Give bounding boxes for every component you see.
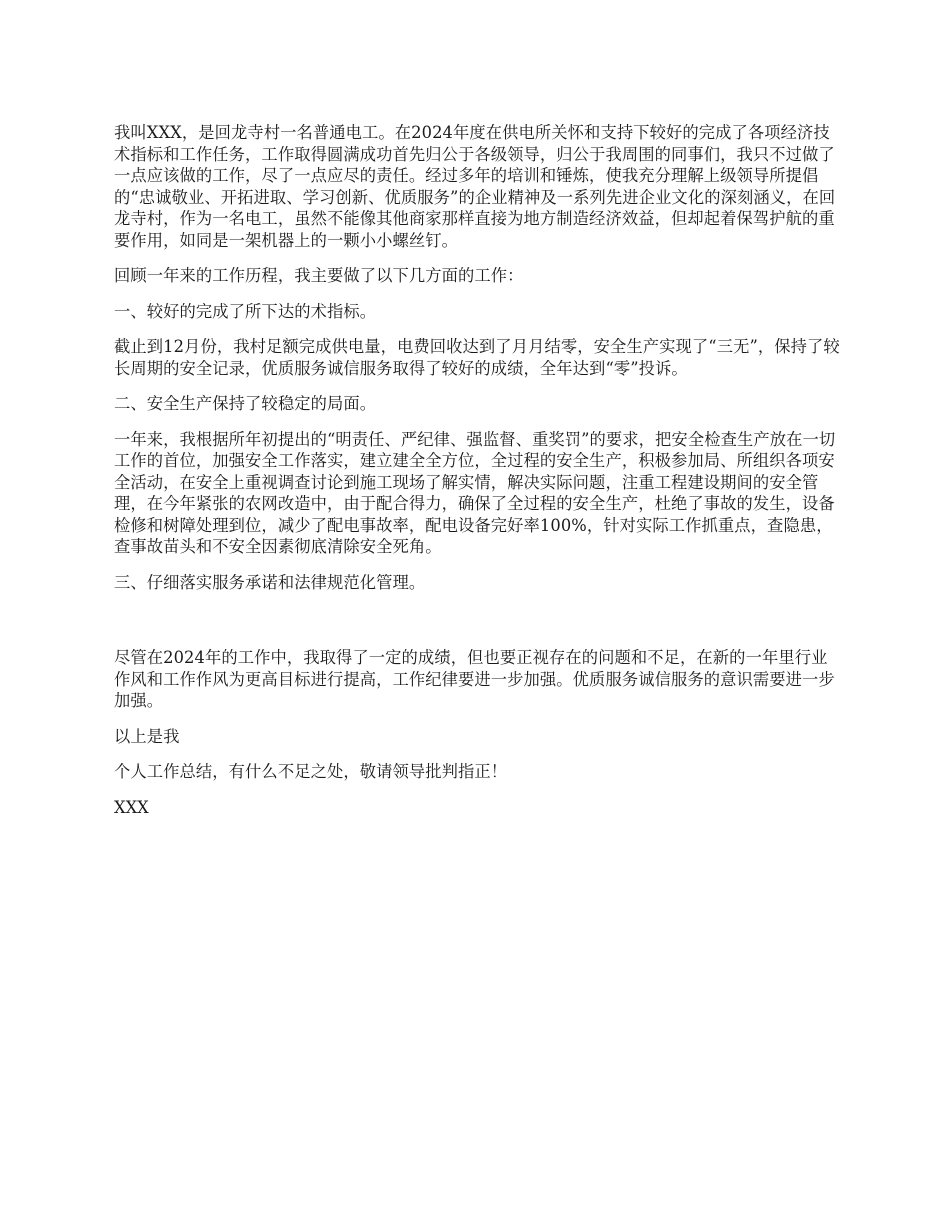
paragraph-section-2: 一年来，我根据所年初提出的“明责任、严纪律、强监督、重奖罚”的要求，把安全检查生产放在一切工作的首位，加强安全工作落实，建立建全全方位，全过程的安全生产，积极参加局、所组织各项安全活动，在安全上重视调查讨论到施工现场了解实情，解决实际问题，注重工程建设期间的安全管理，在今年紧张的农网改造中，由于配合得力，确保了全过程的安全生产，杜绝了事故的发生，设备检修和树障处理到位，减少了配电事故率，配电设备完好率100%，针对实际工作抓重点，查隐患，查事故苗头和不安全因素彻底清除安全死角。 <box>114 429 836 556</box>
paragraph-intro: 我叫XXX，是回龙寺村一名普通电工。在2024年度在供电所关怀和支持下较好的完成了各项经济技术指标和工作任务，工作取得圆满成功首先归公于各级领导，归公于我周围的同事们，我只不过做了一点应该做的工作，尽了一点应尽的责任。经过多年的培训和锤炼，使我充分理解上级领导所提倡的“忠诚敬业、开拓进取、学习创新、优质服务”的企业精神及一系列先进企业文化的深刻涵义，在回龙寺村，作为一名电工，虽然不能像其他商家那样直接为地方制造经济效益，但却起着保驾护航的重要作用，如同是一架机器上的一颗小小螺丝钉。 <box>114 123 836 250</box>
blank-spacer <box>114 607 842 647</box>
heading-section-2: 二、安全生产保持了较稳定的局面。 <box>114 394 377 413</box>
paragraph-section-1: 截止到12月份，我村足额完成供电量，电费回收达到了月月结零，安全生产实现了“三无”，保持了较长周期的安全记录，优质服务诚信服务取得了较好的成绩，全年达到“零”投诉。 <box>114 337 840 378</box>
heading-section-3: 三、仔细落实服务承诺和法律规范化管理。 <box>114 572 426 592</box>
signature: XXX <box>114 797 149 817</box>
paragraph-conclusion: 尽管在2024年的工作中，我取得了一定的成绩，但也要正视存在的问题和不足，在新的一年里行业作风和工作作风为更高目标进行提高，工作纪律要进一步加强。优质服务诚信服务的意识需要进一步加强。 <box>114 648 835 710</box>
heading-section-1: 一、较好的完成了所下达的术指标。 <box>114 301 377 321</box>
paragraph-review: 回顾一年来的工作历程，我主要做了以下几方面的工作： <box>114 266 524 285</box>
document-page <box>114 122 842 818</box>
paragraph-closing-1: 以上是我 <box>114 726 180 746</box>
paragraph-closing-2: 个人工作总结，有什么不足之处，敬请领导批判指正！ <box>114 762 508 781</box>
